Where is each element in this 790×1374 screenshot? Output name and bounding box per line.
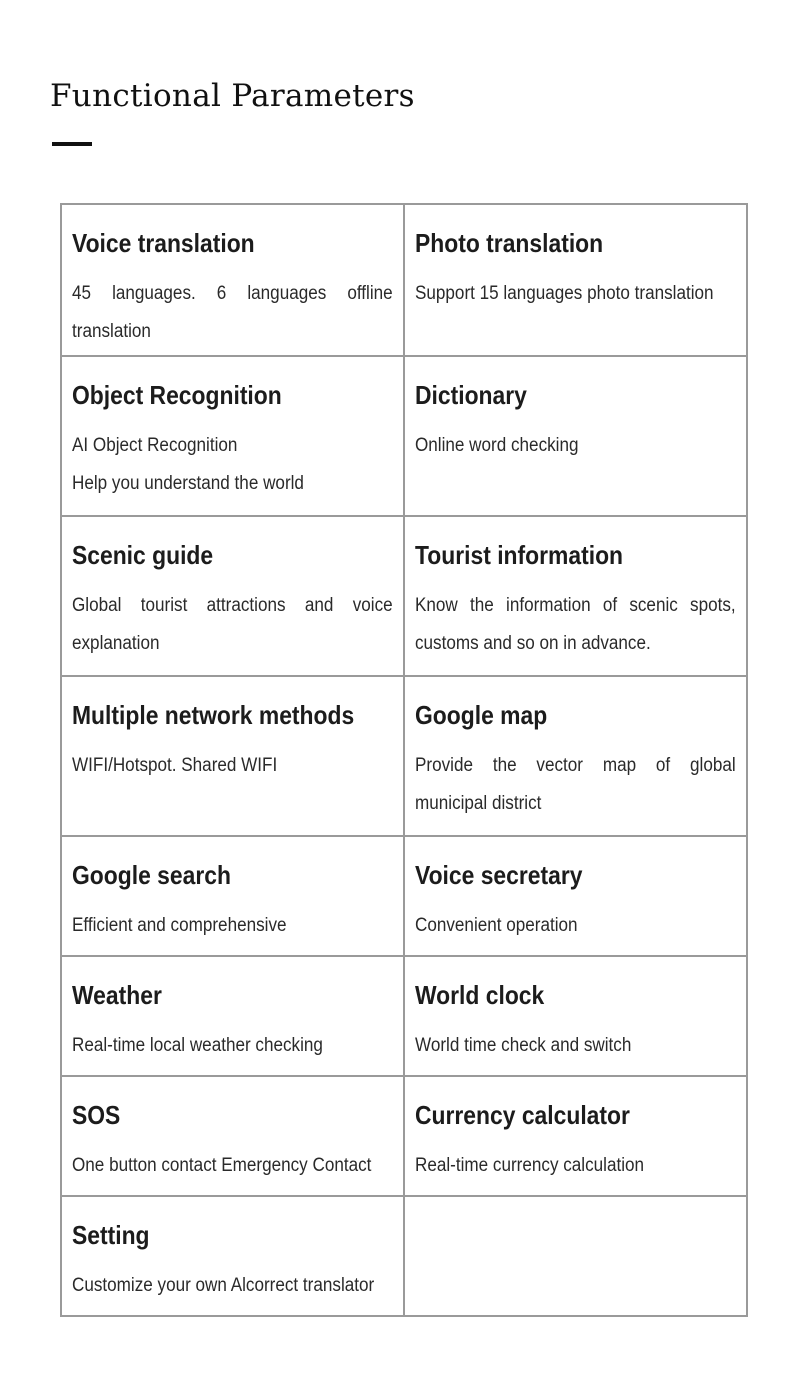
param-description: 45 languages. 6 languages offline translation [72, 283, 393, 342]
param-description: Real-time currency calculation [415, 1155, 645, 1176]
param-title: World clock [415, 980, 545, 1010]
table-row [61, 836, 747, 956]
page-title: Functional Parameters [50, 78, 415, 114]
param-title: Tourist information [415, 540, 624, 570]
param-cell-google-search [61, 836, 404, 956]
param-cell-voice-secretary [404, 836, 747, 956]
param-cell-empty [404, 1196, 747, 1316]
param-title: Scenic guide [72, 540, 214, 570]
param-description: WIFI/Hotspot. Shared WIFI [72, 755, 278, 776]
param-cell-sos [61, 1076, 404, 1196]
param-cell-tourist-information [404, 516, 747, 676]
param-description: Online word checking [415, 435, 579, 456]
param-cell-scenic-guide [61, 516, 404, 676]
param-description: World time check and switch [415, 1035, 632, 1056]
param-title: Voice translation [72, 228, 255, 258]
param-title: Dictionary [415, 380, 527, 410]
param-cell-photo-translation [404, 204, 747, 356]
param-description: Efficient and comprehensive [72, 915, 287, 936]
param-title: SOS [72, 1100, 121, 1130]
param-description: Convenient operation [415, 915, 578, 936]
param-cell-google-map [404, 676, 747, 836]
param-title: Object Recognition [72, 380, 282, 410]
param-title: Google map [415, 700, 548, 730]
param-title: Weather [72, 980, 162, 1010]
param-title: Photo translation [415, 228, 604, 258]
param-description [72, 427, 393, 503]
param-description: Customize your own Alcorrect translator [72, 1275, 375, 1296]
title-underline [52, 142, 92, 146]
param-cell-voice-translation [61, 204, 404, 356]
param-description-line: AI Object Recognition [72, 435, 238, 456]
param-description: Real-time local weather checking [72, 1035, 323, 1056]
param-cell-object-recognition [61, 356, 404, 516]
parameters-table [60, 203, 748, 1317]
param-title: Google search [72, 860, 231, 890]
param-title: Voice secretary [415, 860, 583, 890]
param-cell-dictionary [404, 356, 747, 516]
param-cell-weather [61, 956, 404, 1076]
param-description: Provide the vector map of global municipal district [415, 755, 736, 814]
table-row [61, 676, 747, 836]
param-description: Global tourist attractions and voice explanation [72, 595, 393, 654]
table-row [61, 1196, 747, 1316]
param-cell-setting [61, 1196, 404, 1316]
table-row [61, 204, 747, 356]
param-description: Support 15 languages photo translation [415, 283, 714, 304]
table-row [61, 516, 747, 676]
table-row [61, 956, 747, 1076]
param-cell-world-clock [404, 956, 747, 1076]
param-title: Multiple network methods [72, 700, 355, 730]
param-title: Currency calculator [415, 1100, 630, 1130]
table-row [61, 356, 747, 516]
table-row [61, 1076, 747, 1196]
param-description: Know the information of scenic spots, customs and so on in advance. [415, 595, 736, 654]
param-title: Setting [72, 1220, 150, 1250]
param-cell-network-methods [61, 676, 404, 836]
param-description: One button contact Emergency Contact [72, 1155, 372, 1176]
param-cell-currency-calculator [404, 1076, 747, 1196]
param-description-line: Help you understand the world [72, 473, 304, 494]
